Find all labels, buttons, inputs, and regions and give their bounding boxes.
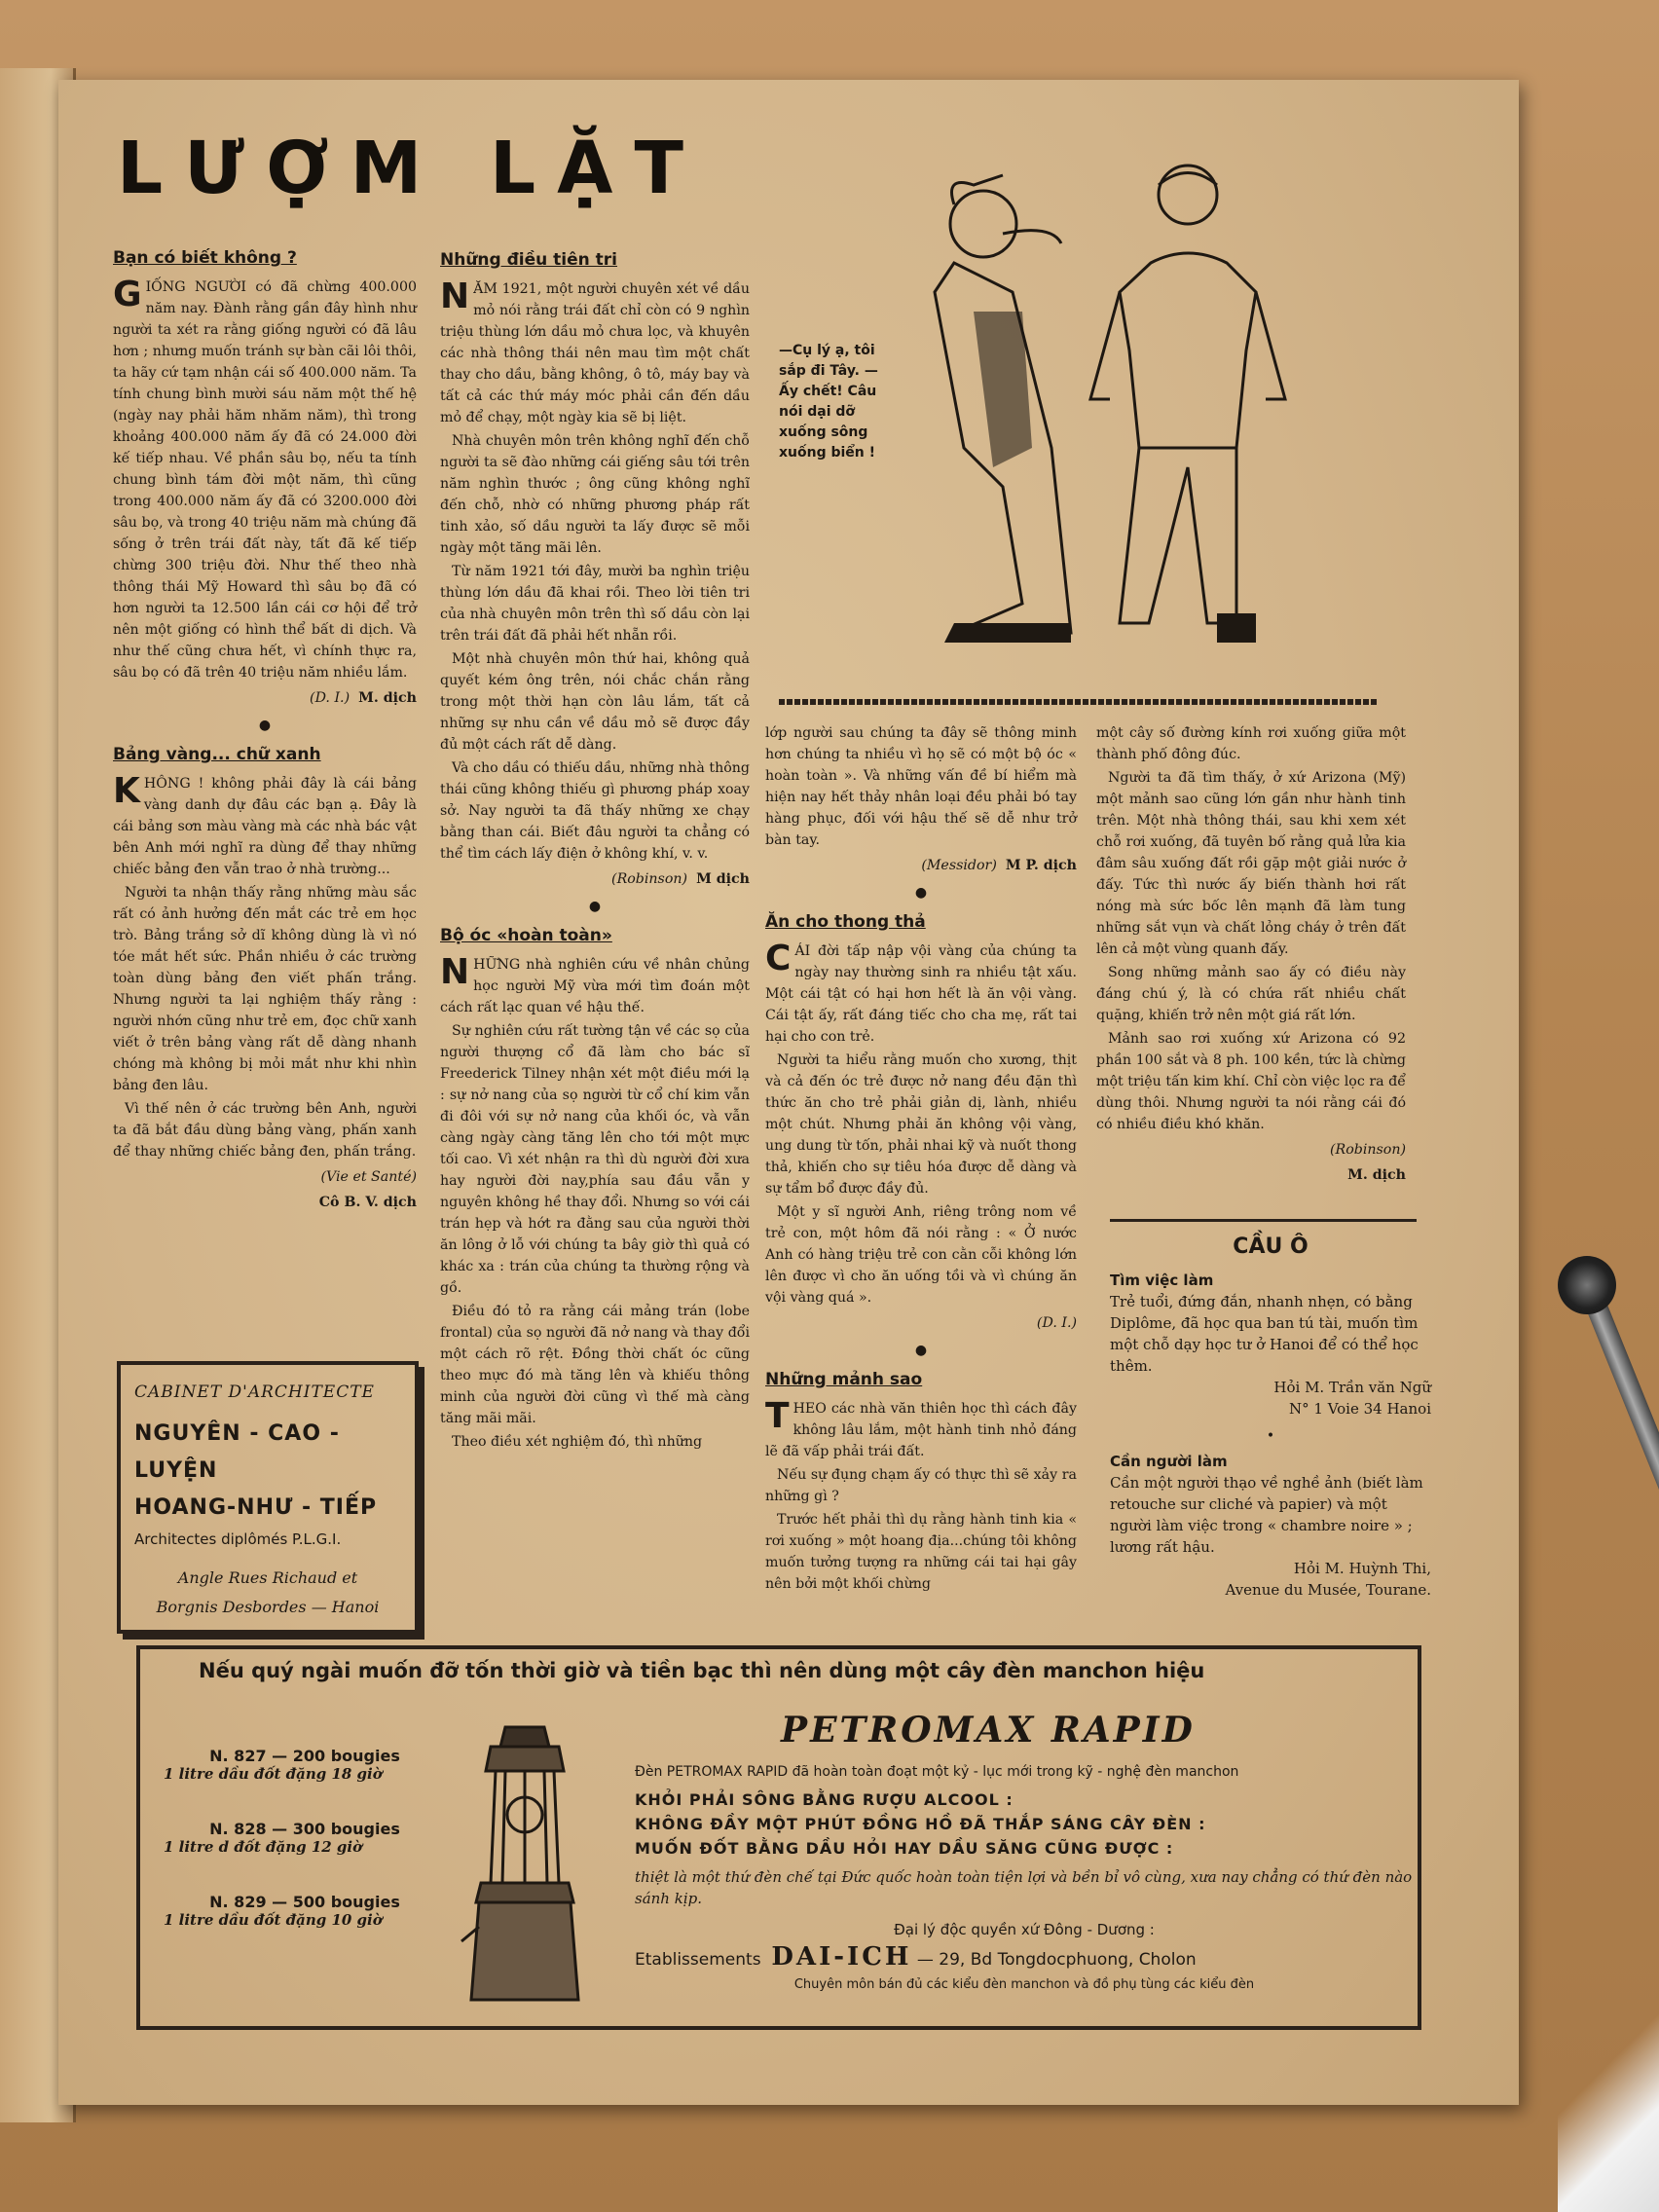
model-description: 1 litre dầu đốt đặng 18 giờ	[164, 1765, 383, 1783]
article-title: Những điều tiên tri	[440, 250, 618, 270]
article-source: (Vie et Santé)	[320, 1169, 417, 1185]
article-paragraph: Vì thế nên ở các trường bên Anh, người ta đã bắt đầu dùng bảng vàng, phấn xanh để thay những chiếc bảng đen, phấn trắng.	[113, 1101, 417, 1160]
article-paragraph: Một y sĩ người Anh, riêng trông nom về trẻ con, một hôm đã nói rằng : « Ở nước Anh có hàng triệu trẻ con cằn cỗi không lớn lên được vì cho ăn uống tồi và vì chúng ăn vội vàng quá ».	[765, 1204, 1077, 1306]
article-paragraph: Người ta đã tìm thấy, ở xứ Arizona (Mỹ) một mảnh sao cũng lớn gần như hành tinh trên. Một nhà thông thái, sau khi xem xét chỗ rơi xuống, đã tuyên bố rằng quả lửa kia đâm sâu xuống đất rồi gặp một giải nước ở đấy. Tức thì nước ấy biến thành hơi rất nóng mà sức bốc lên mạnh đã làm tung những sắt vụn và chất lỏng cháy ở trên đất lên cả một vùng quanh đấy.	[1096, 770, 1406, 957]
article-paragraph: Trước hết phải thì dụ rằng hành tinh kia « rơi xuống » một hoang địa...chúng tôi không muốn tưởng tượng ra những cái tai hại gây nên bởi một khối chừng	[765, 1512, 1077, 1592]
article-title: Bộ óc «hoàn toàn»	[440, 926, 612, 945]
lamp-models	[164, 1747, 465, 1966]
article-paragraph: Song những mảnh sao ấy có điều này đáng chú ý, là có chứa rất nhiều chất quặng, khiến trở nên một giá rất lớn.	[1096, 965, 1406, 1023]
bullet-divider: •	[1266, 1428, 1275, 1444]
classified-contact: Hỏi M. Trần văn Ngữ	[1273, 1379, 1431, 1396]
translator: M. dịch	[1347, 1167, 1406, 1183]
column-3	[765, 722, 1077, 1597]
article-paragraph: Một nhà chuyên môn thứ hai, không quả quyết kém ông trên, nói chắc chắn rằng trong một thời hạn còn lâu lắm, tất cả những sự nhu cần về dầu mỏ sẽ được đầy đủ một cách rất dễ dàng.	[440, 651, 750, 753]
article-paragraph: Theo điều xét nghiệm đó, thì những	[452, 1434, 703, 1450]
article-source: (Messidor) M P. dịch	[921, 858, 1077, 873]
model-description: 1 litre dầu đốt đặng 10 giờ	[164, 1911, 383, 1929]
agent-label: Đại lý độc quyền xứ Đông - Dương :	[894, 1921, 1155, 1938]
article-paragraph: KHÔNG ! không phải đây là cái bảng vàng danh dự đâu các bạn ạ. Đây là cái bảng sơn màu vàng mà các nhà bác vật bên Anh mới nghĩ ra dùng để thay những chiếc bảng đen vẫn trao ở nhà trường...	[113, 771, 417, 877]
classified-contact: Hỏi M. Huỳnh Thi,	[1293, 1560, 1431, 1577]
drop-cap: T	[765, 1396, 790, 1436]
classifieds-title: CẦU Ô	[1233, 1235, 1309, 1259]
bullet-divider: ●	[588, 899, 602, 914]
ad-feature: KHÔNG ĐẦY MỘT PHÚT ĐỒNG HỒ ĐÃ THẮP SÁNG CÂY ĐÈN :	[635, 1815, 1206, 1833]
classified-contact: Avenue du Musée, Tourane.	[1225, 1581, 1431, 1599]
model-number: N. 827 — 200 bougies	[209, 1747, 400, 1765]
article-paragraph: Sự nghiên cứu rất tường tận về các sọ của người thượng cổ đã làm cho bác sĩ Freederick Tilney nhận xét một điều mới lạ : sự nở nang của sọ người từ cổ chí kim vẫn đi đôi với sự nở nang của khối óc, và vẫn càng ngày càng tăng lên cho tới một mực tối cao. Vì xét nhận ra thì dù người đời xưa hay người đời nay,phía sau đầu vẫn y nguyên không hề thay đổi. Nhưng so với cái trán hẹp và hớt ra đằng sau của người thời ăn lông ở lỗ với chúng ta bây giờ thì quả có khác xa : trán của chúng ta thường rộng và gồ.	[440, 1023, 750, 1296]
article-title: Ăn cho thong thả	[765, 912, 926, 932]
establishment: Etablissements DAI-ICH — 29, Bd Tongdocphuong, Cholon	[635, 1942, 1197, 1972]
architect-address: Angle Rues Richaud et	[177, 1568, 358, 1587]
drop-cap: G	[113, 275, 142, 314]
classified-contact: N° 1 Voie 34 Hanoi	[1288, 1400, 1431, 1418]
column-1	[113, 241, 417, 1213]
article-paragraph: CÁI đời tấp nập vội vàng của chúng ta ngày nay thường sinh ra nhiều tật xấu. Một cái tật có hại hơn hết là ăn vội vàng. Cái tật ấy, rất đáng tiếc cho cha mẹ, rất tai hại cho con trẻ.	[765, 939, 1077, 1045]
architect-advertisement	[117, 1361, 419, 1634]
article-paragraph: Điều đó tỏ ra rằng cái mảng trán (lobe frontal) của sọ người đã nở nang và thay đổi một cách rõ rệt. Đồng thời chất óc cũng theo mực đó mà tăng lên và khiếu thông minh của người đời cũng vì thế mà càng tăng mãi mãi.	[440, 1304, 750, 1426]
article-paragraph: NĂM 1921, một người chuyên xét về dầu mỏ nói rằng trái đất chỉ còn có 9 nghìn triệu thùng lớn dầu mỏ chưa lọc, và khuyên các nhà thông thái nên mau tìm một chất thay cho dầu, bằng không, ô tô, máy bay và tất cả các thứ máy móc phải cần đến dầu mỏ để chạy, một ngày kia sẽ bị liệt.	[440, 276, 750, 425]
cartoon-illustration	[896, 156, 1363, 701]
article-paragraph: Người ta hiểu rằng muốn cho xương, thịt và cả đến óc trẻ được nở nang đều đặn thì thức ăn cho trẻ phải giản dị, lành, nhiều một chút. Nhưng phải ăn không vội vàng, ung dung từ tốn, phải nhai kỹ và nuốt thong thả, khiến cho sự tiêu hóa được dễ dàng và sự tẩm bổ được đầy đủ.	[765, 1052, 1077, 1197]
ad-details	[635, 1710, 1414, 1992]
ad-feature: KHỎI PHẢI SÔNG BẰNG RƯỢU ALCOOL :	[635, 1790, 1014, 1809]
model-number: N. 829 — 500 bougies	[209, 1893, 400, 1911]
article-source: (Robinson)	[1329, 1142, 1406, 1158]
article-paragraph: Và cho dầu có thiếu dầu, những nhà thông thái cũng không thiếu gì phương pháp xoay sở. Nay người ta đã thấy những xe chạy bằng than cái. Biết đâu người ta chẳng có thể tìm cách lấy điện ở không khí, v. v.	[440, 760, 750, 862]
translator: Cô B. V. dịch	[318, 1195, 417, 1210]
article-title: Bảng vàng... chữ xanh	[113, 745, 321, 764]
architect-name: HOANG-NHƯ - TIẾP	[134, 1495, 378, 1520]
ad-tagline: thiệt là một thứ đèn chế tại Đức quốc hoàn toàn tiện lợi và bền bỉ vô cùng, xưa nay chẳng có thứ đèn nào sánh kịp.	[635, 1868, 1413, 1907]
ad-footer: Chuyên môn bán đủ các kiểu đèn manchon và đồ phụ tùng các kiểu đèn	[793, 1977, 1255, 1992]
article-paragraph: Mảnh sao rơi xuống xứ Arizona có 92 phần 100 sắt và 8 ph. 100 kền, tức là chừng một triệu tấn kim khí. Chỉ còn việc lọc ra để dùng thôi. Nhưng người ta nói rằng cái đó có nhiều điều khó khăn.	[1096, 1031, 1406, 1132]
classifieds-section	[1110, 1236, 1431, 1601]
pen-cap	[1558, 1256, 1616, 1314]
page-masthead: LƯỢM LẶT	[117, 127, 705, 210]
drop-cap: N	[440, 952, 470, 992]
corner-glare	[1558, 1928, 1659, 2212]
petromax-advertisement	[136, 1645, 1421, 2030]
article-paragraph: GIỐNG NGƯỜI có đã chừng 400.000 năm nay. Đành rằng gần đây hình như người ta xét ra rằng giống người có đã lâu hơn ; nhưng muốn tránh sự bàn cãi lôi thôi, ta hãy cứ tạm nhận cái số 400.000 năm. Ta tính chung bình mười sáu năm một thế hệ (ngày nay phải hăm nhăm năm), thì trong khoảng 400.000 năm ấy đã có 24.000 đời kế tiếp nhau. Về phần sâu bọ, nếu ta tính chung bình tám đời một năm, thì cũng trong 400.000 năm ấy đã có 3200.000 đời sâu bọ, và trong 40 triệu năm mà chúng đã sống ở trên trái đất này, tất đã kế tiếp chừng 300 triệu đời. Như thế theo nhà thông thái Mỹ Howard thì sâu bọ đã có hơn người ta 12.500 lần cái cơ hội để trở nên một giống có hình thể bất di dịch. Và như thế cũng chưa hết, vì chính thực ra, sâu bọ có đã trên 40 triệu năm nhiều lắm.	[113, 275, 417, 681]
bullet-divider: ●	[914, 885, 928, 901]
cartoon-caption: —Cụ lý ạ, tôi sắp đi Tây. —Ấy chết! Câu nói dại dỡ xuống sông xuống biển !	[779, 343, 878, 461]
model-number: N. 828 — 300 bougies	[209, 1820, 400, 1838]
architect-address: Borgnis Desbordes — Hanoi	[156, 1598, 380, 1616]
classified-heading: Tìm việc làm	[1110, 1272, 1214, 1289]
article-title: Những mảnh sao	[765, 1370, 923, 1389]
classified-body: Trẻ tuổi, đứng đắn, nhanh nhẹn, có bằng Diplôme, đã học qua ban tú tài, muốn tìm một chỗ dạy học tư ở Hanoi để có thể học thêm.	[1110, 1293, 1419, 1375]
article-source: (D. I.)	[1036, 1315, 1077, 1331]
architect-name: NGUYÊN - CAO - LUYỆN	[134, 1421, 340, 1483]
drop-cap: N	[440, 276, 470, 316]
article-source: (D. I.) M. dịch	[310, 690, 417, 706]
article-paragraph: lớp người sau chúng ta đây sẽ thông minh hơn chúng ta nhiều vì họ sẽ có một bộ óc « hoàn toàn ». Và những vấn đề bí hiểm mà hiện nay hết thảy nhân loại đều phải bó tay hàng phục, đối với hậu thế sẽ dễ như trở bàn tay.	[765, 725, 1077, 848]
bullet-divider: ●	[258, 718, 272, 733]
article-paragraph: Nếu sự đụng chạm ấy có thực thì sẽ xảy ra những gì ?	[765, 1467, 1077, 1504]
section-divider	[1110, 1219, 1417, 1222]
article-paragraph: Người ta nhận thấy rằng những màu sắc rất có ảnh hưởng đến mắt các trẻ em học trò. Bảng trắng sở dĩ không dùng là vì nó tóe mắt hết sức. Phần nhiều ở các trường toàn dùng bảng đen viết phấn trắng. Nhưng người ta lại nghiệm thấy rằng : người nhớn cũng như trẻ em, đọc chữ xanh viết ở trên bảng vàng rất dễ dàng nhanh chóng mà không bị mỏi mắt như khi nhìn bảng đen lâu.	[113, 885, 417, 1093]
column-4	[1096, 722, 1406, 1186]
ad-headline: Nếu quý ngài muốn đỡ tốn thời giờ và tiền bạc thì nên dùng một cây đèn manchon hiệu	[199, 1659, 1205, 1682]
article-paragraph: Nhà chuyên môn trên không nghĩ đến chỗ người ta sẽ đào những cái giếng sâu tới trên năm nghìn thước ; ông cũng không nghĩ đến chỗ, nhờ có những phương pháp rất tinh xảo, số dầu người ta lấy được sẽ mỗi ngày một tăng mãi lên.	[440, 433, 750, 556]
classified-body: Cần một người thạo về nghề ảnh (biết làm retouche sur cliché và papier) và một người làm việc trong « chambre noire » ; lương rất hậu.	[1110, 1474, 1423, 1556]
classified-heading: Cần người làm	[1110, 1453, 1228, 1470]
drop-cap: C	[765, 939, 792, 978]
establishment-name: DAI-ICH	[771, 1942, 912, 1972]
article-paragraph: Từ năm 1921 tới đây, mười ba nghìn triệu thùng lớn dầu đã khai rồi. Theo lời tiên tri của nhà chuyên môn trên thì số dầu còn lại trên trái đất đã phải hết nhẵn rồi.	[440, 564, 750, 644]
article-source: (Robinson) M dịch	[611, 871, 750, 887]
article-title: Bạn có biết không ?	[113, 248, 297, 268]
article-paragraph: NHỮNG nhà nghiên cứu về nhân chủng học người Mỹ vừa mới tìm đoán một cách rất lạc quan về hậu thế.	[440, 952, 750, 1015]
ad-line: Đèn PETROMAX RAPID đã hoàn toàn đoạt một kỷ - lục mới trong kỹ - nghệ đèn manchon	[635, 1764, 1239, 1780]
model-description: 1 litre d đốt đặng 12 giờ	[164, 1838, 363, 1856]
cabinet-title: CABINET D'ARCHITECTE	[134, 1382, 375, 1402]
drop-cap: K	[113, 771, 140, 811]
column-2	[440, 243, 750, 1455]
article-paragraph: THEO các nhà văn thiên học thì cách đây không lâu lắm, một hành tinh nhỏ đáng lẽ đã vấp phải trái đất.	[765, 1396, 1077, 1459]
brand-name: PETROMAX RAPID	[781, 1710, 1196, 1751]
wavy-divider	[779, 699, 1378, 705]
architect-credentials: Architectes diplômés P.L.G.I.	[134, 1530, 342, 1548]
article-paragraph: một cây số đường kính rơi xuống giữa một thành phố đông đúc.	[1096, 725, 1406, 762]
lantern-image	[452, 1717, 598, 2019]
bullet-divider: ●	[914, 1343, 928, 1358]
ad-feature: MUỐN ĐỐT BẰNG DẦU HỎI HAY DẦU SĂNG CŨNG ĐƯỢC :	[635, 1839, 1174, 1858]
